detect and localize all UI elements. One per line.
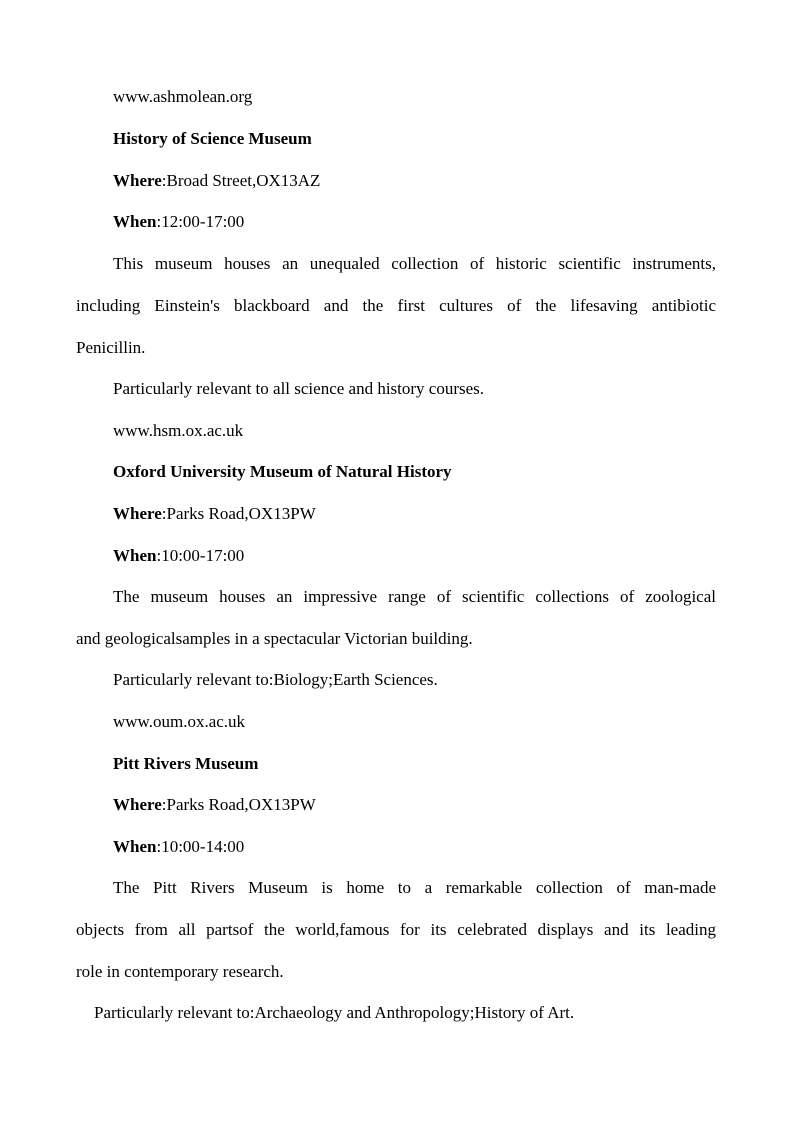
when-label: When bbox=[113, 546, 157, 565]
description-line: objects from all partsof the world,famous for its celebrated displays and its leading bbox=[76, 920, 716, 939]
museum-title-history-of-science: History of Science Museum bbox=[113, 129, 312, 148]
museum-where-history-of-science bbox=[113, 171, 716, 191]
museum-where-pitt-rivers bbox=[113, 795, 716, 815]
museum-when-history-of-science bbox=[113, 212, 716, 232]
museum-relevance-natural-history: Particularly relevant to:Biology;Earth Sciences. bbox=[113, 670, 438, 689]
ashmolean-url: www.ashmolean.org bbox=[113, 87, 253, 106]
museum-title-pitt-rivers: Pitt Rivers Museum bbox=[113, 754, 259, 773]
when-value: :10:00-14:00 bbox=[156, 837, 245, 856]
museum-url-history-of-science: www.hsm.ox.ac.uk bbox=[113, 421, 244, 440]
where-value: :Parks Road,OX13PW bbox=[161, 795, 316, 814]
museum-title-natural-history: Oxford University Museum of Natural History bbox=[113, 462, 452, 481]
where-label: Where bbox=[113, 171, 162, 190]
description-line: The Pitt Rivers Museum is home to a remarkable collection of man-made bbox=[113, 878, 716, 897]
description-line: This museum houses an unequaled collection of historic scientific instruments, bbox=[113, 254, 716, 273]
museum-where-natural-history bbox=[113, 504, 716, 524]
description-line: role in contemporary research. bbox=[76, 962, 284, 981]
where-value: :Parks Road,OX13PW bbox=[161, 504, 316, 523]
museum-when-natural-history bbox=[113, 546, 716, 566]
museum-url-natural-history: www.oum.ox.ac.uk bbox=[113, 712, 246, 731]
description-line: including Einstein's blackboard and the first cultures of the lifesaving antibiotic bbox=[76, 296, 716, 315]
museum-when-pitt-rivers bbox=[113, 837, 716, 857]
museum-relevance-pitt-rivers: Particularly relevant to:Archaeology and Anthropology;History of Art. bbox=[94, 1003, 575, 1022]
when-label: When bbox=[113, 837, 157, 856]
when-label: When bbox=[113, 212, 157, 231]
description-line: and geologicalsamples in a spectacular Victorian building. bbox=[76, 629, 473, 648]
where-label: Where bbox=[113, 795, 162, 814]
when-value: :12:00-17:00 bbox=[156, 212, 245, 231]
description-line: The museum houses an impressive range of scientific collections of zoological bbox=[113, 587, 716, 606]
museum-relevance-history-of-science: Particularly relevant to all science and history courses. bbox=[113, 379, 485, 398]
when-value: :10:00-17:00 bbox=[156, 546, 245, 565]
description-line: Penicillin. bbox=[76, 338, 146, 357]
where-value: :Broad Street,OX13AZ bbox=[161, 171, 321, 190]
where-label: Where bbox=[113, 504, 162, 523]
